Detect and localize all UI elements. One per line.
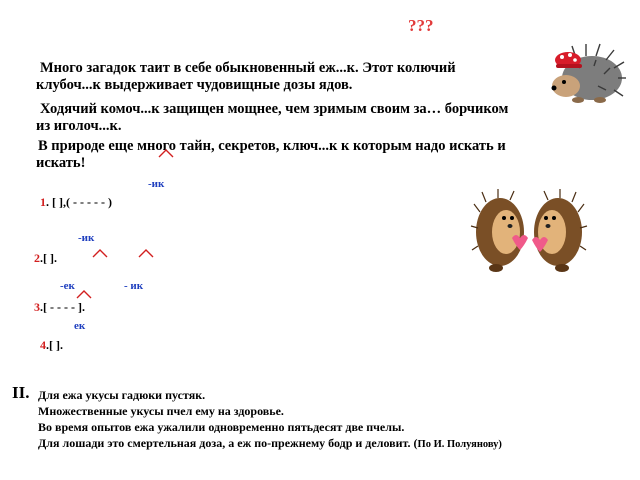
section-numeral: II.: [12, 383, 30, 402]
caret-icon: [92, 248, 108, 258]
scheme-number: 3: [34, 300, 40, 314]
scheme-text: .[ ].: [40, 251, 57, 265]
suffix-label: ек: [74, 320, 86, 332]
text-line: Во время опытов ежа ужалили одновременно пятьдесят две пчелы.: [38, 420, 405, 434]
text-line: клубоч...к выдерживает чудовищные дозы ядов.: [36, 77, 353, 93]
source-citation: По И. Полуянову): [417, 439, 502, 450]
suffix-label: -ик: [148, 178, 165, 190]
text-line: В природе еще много тайн, секретов, ключ...к к которым надо искать и: [38, 138, 506, 154]
hedgehogs-pair-icon: [470, 188, 588, 274]
text-line: Ходячий комоч...к защищен мощнее, чем зримым своим за… борчиком: [40, 101, 509, 117]
scheme-number: 2: [34, 251, 40, 265]
text-line: Много загадок таит в себе обыкновенный еж...к. Этот колючий: [40, 60, 456, 76]
scheme-text: . [ ],( - - - - - ): [46, 195, 112, 209]
scheme-number: 1: [40, 195, 46, 209]
scheme-number: 4: [40, 338, 46, 352]
caret-icon: [76, 289, 92, 299]
text-line: Множественные укусы пчел ему на здоровье.: [38, 404, 284, 418]
suffix-label: -ек: [60, 280, 75, 292]
text-line: Для лошади это смертельная доза, а еж по-прежнему бодр и деловит. (: [38, 436, 418, 450]
scheme-text: .[ - - - - ].: [40, 300, 85, 314]
text-line: Для ежа укусы гадюки пустяк.: [38, 388, 206, 402]
hedgehog-with-cap-icon: [548, 34, 626, 106]
scheme-text: .[ ].: [46, 338, 63, 352]
caret-icon: [158, 148, 174, 158]
caret-icon: [138, 248, 154, 258]
suffix-label: -ик: [78, 232, 95, 244]
text-line: из иголоч...к.: [36, 118, 122, 134]
page-title: ???: [408, 16, 434, 35]
text-line: искать!: [36, 155, 86, 171]
suffix-label: - ик: [124, 280, 144, 292]
